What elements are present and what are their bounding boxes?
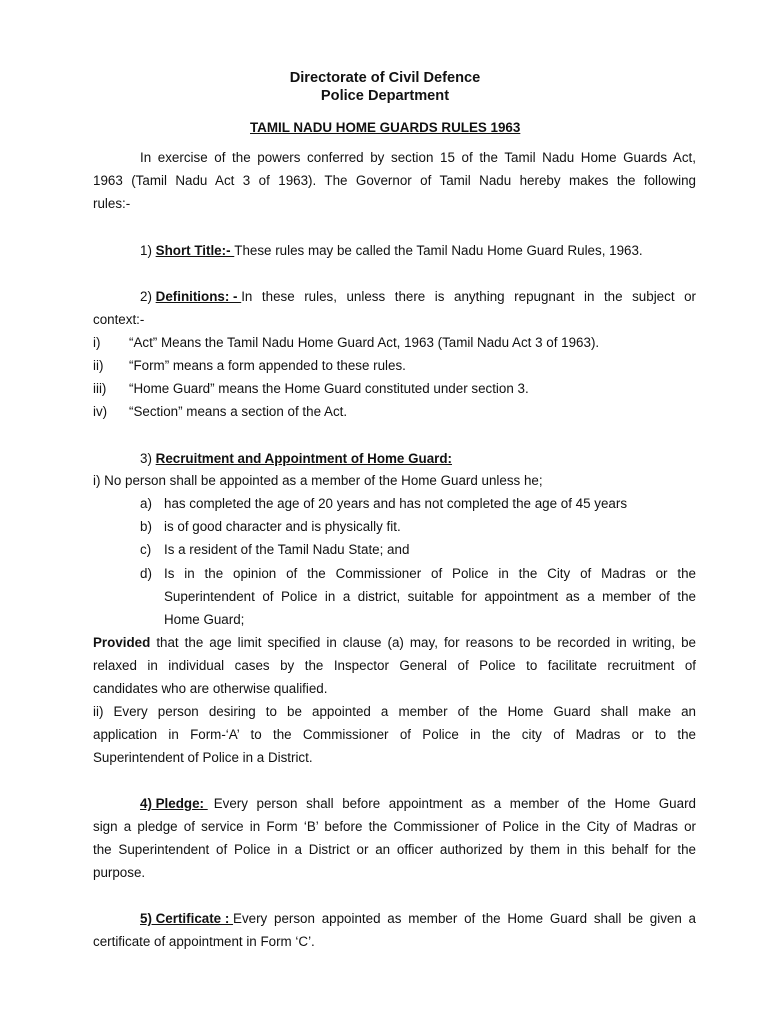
condition-text: Superintendent of Police in a district, suitable for appointment as a member of the — [164, 589, 696, 604]
rule-4-line-2: sign a pledge of service in Form ‘B’ before the Commissioner of Police in the City of Madras or — [93, 819, 696, 834]
rule-2-number: 2) — [140, 289, 152, 304]
definition-item: “Form” means a form appended to these rules. — [129, 358, 406, 373]
rule-2-line-1: In these rules, unless there is anything repugnant in the subject or — [241, 289, 696, 304]
rule-5-heading: 5) Certificate : — [140, 911, 234, 926]
preamble-line-1: In exercise of the powers conferred by section 15 of the Tamil Nadu Home Guards Act, — [140, 150, 696, 165]
rule-3-heading-line — [140, 451, 452, 466]
condition-label: d) — [140, 566, 152, 581]
condition-text: Home Guard; — [164, 612, 245, 627]
rule-3-number: 3) — [140, 451, 152, 466]
rule-4-line-4: purpose. — [93, 865, 146, 880]
rule-3-ii-line-2: application in Form-‘A’ to the Commissioner of Police in the city of Madras or to the — [93, 727, 696, 742]
rule-2-line-2: context:- — [93, 312, 145, 327]
condition-label: c) — [140, 542, 152, 557]
proviso-line-3: candidates who are otherwise qualified. — [93, 681, 328, 696]
preamble-line-3: rules:- — [93, 196, 131, 211]
rule-5-line-2: certificate of appointment in Form ‘C’. — [93, 934, 315, 949]
preamble-line-2: 1963 (Tamil Nadu Act 3 of 1963). The Governor of Tamil Nadu hereby makes the following — [93, 173, 696, 188]
directorate-title: Directorate of Civil Defence — [289, 70, 481, 86]
department-title: Police Department — [320, 88, 450, 104]
rule-3-heading: Recruitment and Appointment of Home Guard: — [155, 451, 452, 466]
definition-number: ii) — [93, 358, 104, 373]
rule-1-heading: Short Title:- — [155, 243, 235, 258]
definition-item: “Act” Means the Tamil Nadu Home Guard Act, 1963 (Tamil Nadu Act 3 of 1963). — [129, 335, 600, 350]
rule-3-intro: i) No person shall be appointed as a member of the Home Guard unless he; — [93, 473, 543, 488]
condition-text: Is in the opinion of the Commissioner of Police in the City of Madras or the — [164, 566, 696, 581]
rule-4-line-3: the Superintendent of Police in a District or an officer authorized by them in this behalf for the — [93, 842, 696, 857]
rules-title: TAMIL NADU HOME GUARDS RULES 1963 — [250, 120, 521, 135]
rule-1-text: These rules may be called the Tamil Nadu Home Guard Rules, 1963. — [234, 243, 643, 258]
condition-text: has completed the age of 20 years and has not completed the age of 45 years — [164, 496, 628, 511]
definition-number: iv) — [93, 404, 108, 419]
proviso-line-2: relaxed in individual cases by the Inspector General of Police to facilitate recruitment of — [93, 658, 696, 673]
rule-4-first-line — [140, 796, 696, 811]
rule-4-heading: 4) Pledge: — [140, 796, 208, 811]
condition-text: Is a resident of the Tamil Nadu State; and — [164, 542, 410, 557]
rule-1 — [140, 243, 643, 258]
rule-3-ii-line-3: Superintendent of Police in a District. — [93, 750, 313, 765]
rule-4-line-1: Every person shall before appointment as a member of the Home Guard — [213, 796, 696, 811]
proviso-line-1 — [93, 635, 696, 650]
rule-2-first-line — [140, 289, 696, 304]
condition-label: a) — [140, 496, 152, 511]
definition-item: “Section” means a section of the Act. — [129, 404, 348, 419]
condition-label: b) — [140, 519, 152, 534]
rule-3-ii-line-1: ii) Every person desiring to be appointed a member of the Home Guard shall make an — [93, 704, 696, 719]
proviso-text: that the age limit specified in clause (a) may, for reasons to be recorded in writing, be — [150, 635, 696, 650]
proviso-label: Provided — [93, 635, 151, 650]
definition-number: iii) — [93, 381, 107, 396]
rule-5-first-line — [140, 911, 696, 926]
rule-2-heading: Definitions: - — [155, 289, 242, 304]
rule-1-number: 1) — [140, 243, 152, 258]
definition-item: “Home Guard” means the Home Guard constituted under section 3. — [129, 381, 529, 396]
condition-text: is of good character and is physically fit. — [164, 519, 401, 534]
definition-number: i) — [93, 335, 101, 350]
rule-5-line-1: Every person appointed as member of the Home Guard shall be given a — [233, 911, 696, 926]
